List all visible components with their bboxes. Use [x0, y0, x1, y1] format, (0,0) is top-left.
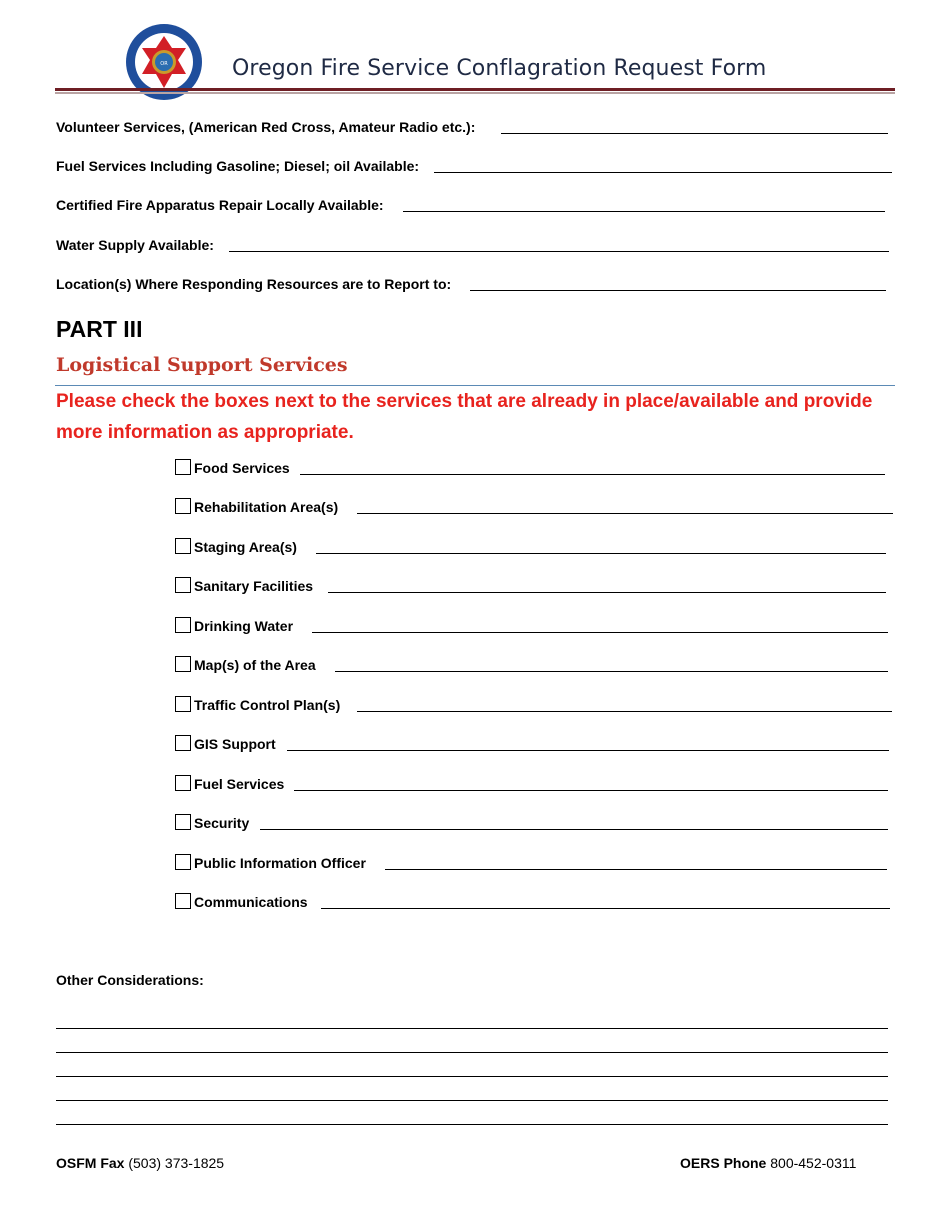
field-fuel-services: Fuel Services Including Gasoline; Diesel; oil Available:: [56, 158, 420, 174]
service-line[interactable]: [260, 829, 888, 830]
field-apparatus-repair: Certified Fire Apparatus Repair Locally Available:: [56, 197, 384, 213]
service-line[interactable]: [357, 711, 892, 712]
service-label: Drinking Water: [194, 618, 294, 634]
other-considerations-line[interactable]: [56, 1028, 888, 1029]
field-volunteer-services: Volunteer Services, (American Red Cross, Amateur Radio etc.):: [56, 119, 476, 135]
checkbox-fuel-services[interactable]: [175, 775, 191, 791]
service-label: GIS Support: [194, 736, 276, 752]
checkbox-drinking-water[interactable]: [175, 617, 191, 633]
part-heading: PART III: [56, 316, 143, 342]
section-heading: Logistical Support Services: [56, 354, 348, 376]
checkbox-maps-of-area[interactable]: [175, 656, 191, 672]
service-line[interactable]: [287, 750, 889, 751]
service-label: Traffic Control Plan(s): [194, 697, 341, 713]
other-considerations-line[interactable]: [56, 1124, 888, 1125]
checkbox-security[interactable]: [175, 814, 191, 830]
service-label: Security: [194, 815, 250, 831]
footer-phone-value: 800-452-0311: [770, 1155, 857, 1171]
field-water-supply: Water Supply Available:: [56, 237, 214, 253]
other-considerations-line[interactable]: [56, 1052, 888, 1053]
page-header: [0, 0, 950, 100]
other-considerations-line[interactable]: [56, 1076, 888, 1077]
service-label: Public Information Officer: [194, 855, 366, 871]
checkbox-rehabilitation-areas[interactable]: [175, 498, 191, 514]
header-rule: [55, 88, 895, 91]
field-fuel-services-line[interactable]: [434, 172, 892, 173]
field-report-location-line[interactable]: [470, 290, 886, 291]
service-label: Sanitary Facilities: [194, 578, 314, 594]
field-volunteer-services-line[interactable]: [501, 133, 888, 134]
service-line[interactable]: [321, 908, 890, 909]
checkbox-sanitary-facilities[interactable]: [175, 577, 191, 593]
header-rule-light: [55, 92, 895, 94]
checkbox-public-information-officer[interactable]: [175, 854, 191, 870]
service-line[interactable]: [300, 474, 885, 475]
other-considerations-label: Other Considerations:: [56, 972, 204, 988]
service-line[interactable]: [294, 790, 888, 791]
checkbox-staging-areas[interactable]: [175, 538, 191, 554]
other-considerations-line[interactable]: [56, 1100, 888, 1101]
service-label: Fuel Services: [194, 776, 285, 792]
checkbox-gis-support[interactable]: [175, 735, 191, 751]
service-line[interactable]: [357, 513, 893, 514]
checkbox-food-services[interactable]: [175, 459, 191, 475]
footer-fax-label: OSFM Fax: [56, 1155, 125, 1171]
footer-fax-value: (503) 373-1825: [128, 1155, 225, 1171]
service-line[interactable]: [328, 592, 886, 593]
service-line[interactable]: [385, 869, 887, 870]
field-water-supply-line[interactable]: [229, 251, 889, 252]
instructions: Please check the boxes next to the services that are already in place/available and provide more information as appropriate.: [56, 391, 873, 443]
service-label: Staging Area(s): [194, 539, 297, 555]
service-label: Map(s) of the Area: [194, 657, 316, 673]
field-apparatus-repair-line[interactable]: [403, 211, 885, 212]
service-line[interactable]: [316, 553, 886, 554]
checkbox-communications[interactable]: [175, 893, 191, 909]
field-report-location: Location(s) Where Responding Resources are to Report to:: [56, 276, 452, 292]
page-title: Oregon Fire Service Conflagration Request Form: [232, 56, 767, 81]
footer-fax: [56, 1155, 224, 1171]
checkbox-traffic-control-plans[interactable]: [175, 696, 191, 712]
footer-phone-label: OERS Phone: [680, 1155, 767, 1171]
service-label: Communications: [194, 894, 308, 910]
service-label: Rehabilitation Area(s): [194, 499, 339, 515]
service-line[interactable]: [312, 632, 888, 633]
footer-phone: [680, 1155, 856, 1171]
svg-text:OR: OR: [160, 61, 168, 67]
service-label: Food Services: [194, 460, 290, 476]
service-line[interactable]: [335, 671, 888, 672]
